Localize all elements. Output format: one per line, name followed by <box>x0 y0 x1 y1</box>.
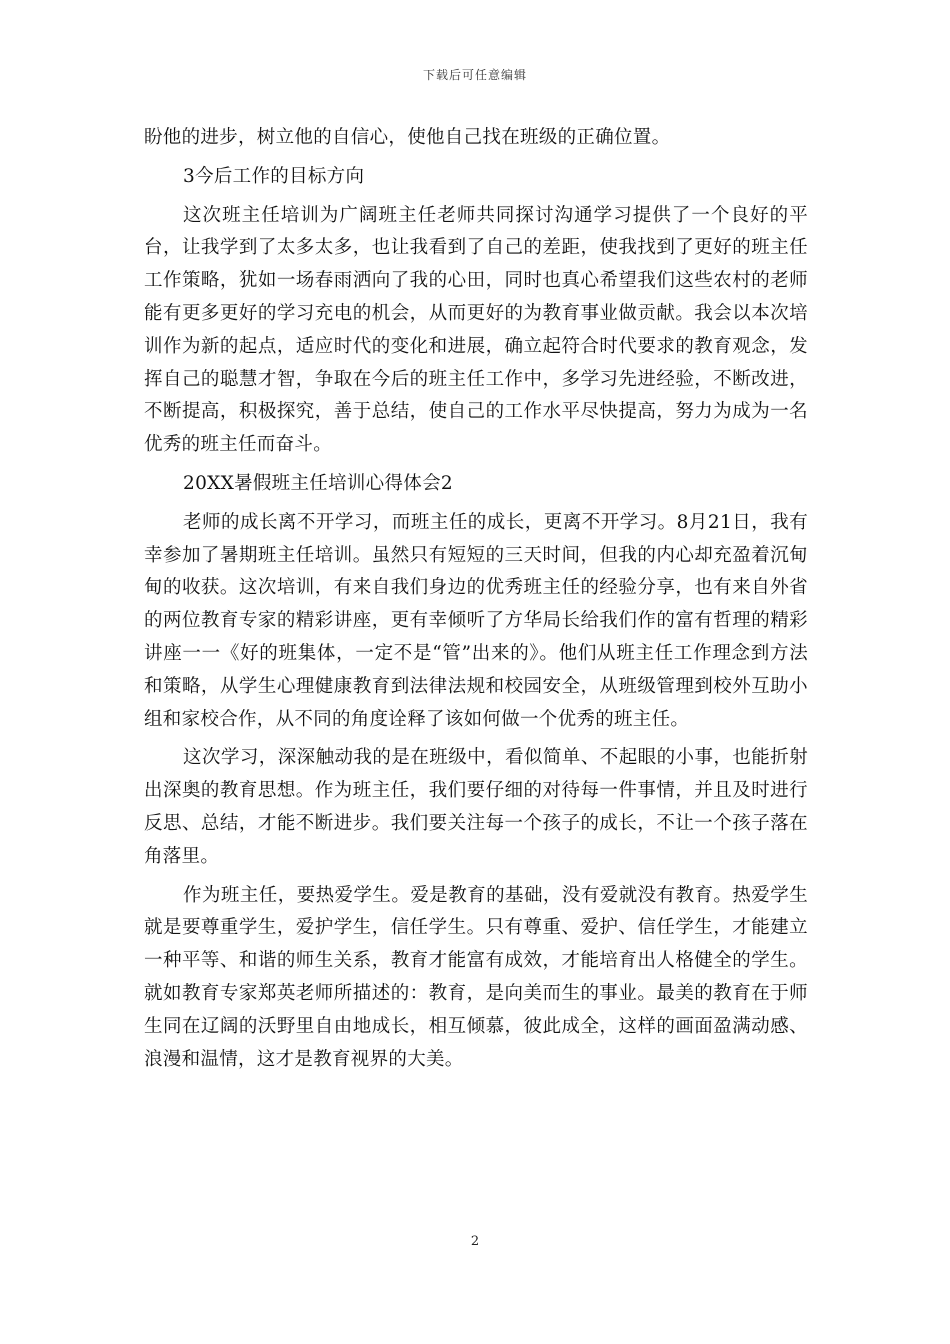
document-body <box>144 122 808 1076</box>
paragraph-training-intro: 老师的成长离不开学习，而班主任的成长，更离不开学习。8月21日，我有幸参加了暑期班主任培训。虽然只有短短的三天时间，但我的内心却充盈着沉甸甸的收获。这次培训，有来自我们身边的优秀班主任的经验分享，也有来自外省的两位教育专家的精彩讲座，更有幸倾听了方华局长给我们作的富有哲理的精彩讲座一一《好的班集体，一定不是“管”出来的》。他们从班主任工作理念到方法和策略，从学生心理健康教育到法律法规和校园安全，从班级管理到校外互助小组和家校合作，从不同的角度诠释了该如何做一个优秀的班主任。 <box>144 511 808 730</box>
article-title: 20XX暑假班主任培训心得体会2 <box>183 472 453 494</box>
paragraph-learning-reflection: 这次学习，深深触动我的是在班级中，看似简单、不起眼的小事，也能折射出深奥的教育思想。作为班主任，我们要仔细的对待每一件事情，并且及时进行反思、总结，才能不断进步。我们要关注每一个孩子的成长，不让一个孩子落在角落里。 <box>144 747 808 867</box>
paragraph-love-students: 作为班主任，要热爱学生。爱是教育的基础，没有爱就没有教育。热爱学生就是要尊重学生，爱护学生，信任学生。只有尊重、爱护、信任学生，才能建立一种平等、和谐的师生关系，教育才能富有成效，才能培育出人格健全的学生。就如教育专家郑英老师所描述的：教育，是向美而生的事业。最美的教育在于师生同在辽阔的沃野里自由地成长，相互倾慕，彼此成全，这样的画面盈满动感、浪漫和温情，这才是教育视界的大美。 <box>144 884 808 1070</box>
page-header: 下载后可任意编辑 <box>422 68 527 82</box>
page-number: 2 <box>470 1234 480 1249</box>
paragraph-future-goals: 这次班主任培训为广阔班主任老师共同探讨沟通学习提供了一个良好的平台，让我学到了太多太多，也让我看到了自己的差距，使我找到了更好的班主任工作策略，犹如一场春雨洒向了我的心田，同时也真心希望我们这些农村的老师能有更多更好的学习充电的机会，从而更好的为教育事业做贡献。我会以本次培训作为新的起点，适应时代的变化和进展，确立起符合时代要求的教育观念，发挥自己的聪慧才智，争取在今后的班主任工作中，多学习先进经验，不断改进，不断提高，积极探究，善于总结，使自己的工作水平尽快提高，努力为成为一名优秀的班主任而奋斗。 <box>144 204 808 456</box>
section-heading: 3今后工作的目标方向 <box>183 165 365 187</box>
paragraph-continuation: 盼他的进步，树立他的自信心，使他自己找在班级的正确位置。 <box>144 127 671 148</box>
